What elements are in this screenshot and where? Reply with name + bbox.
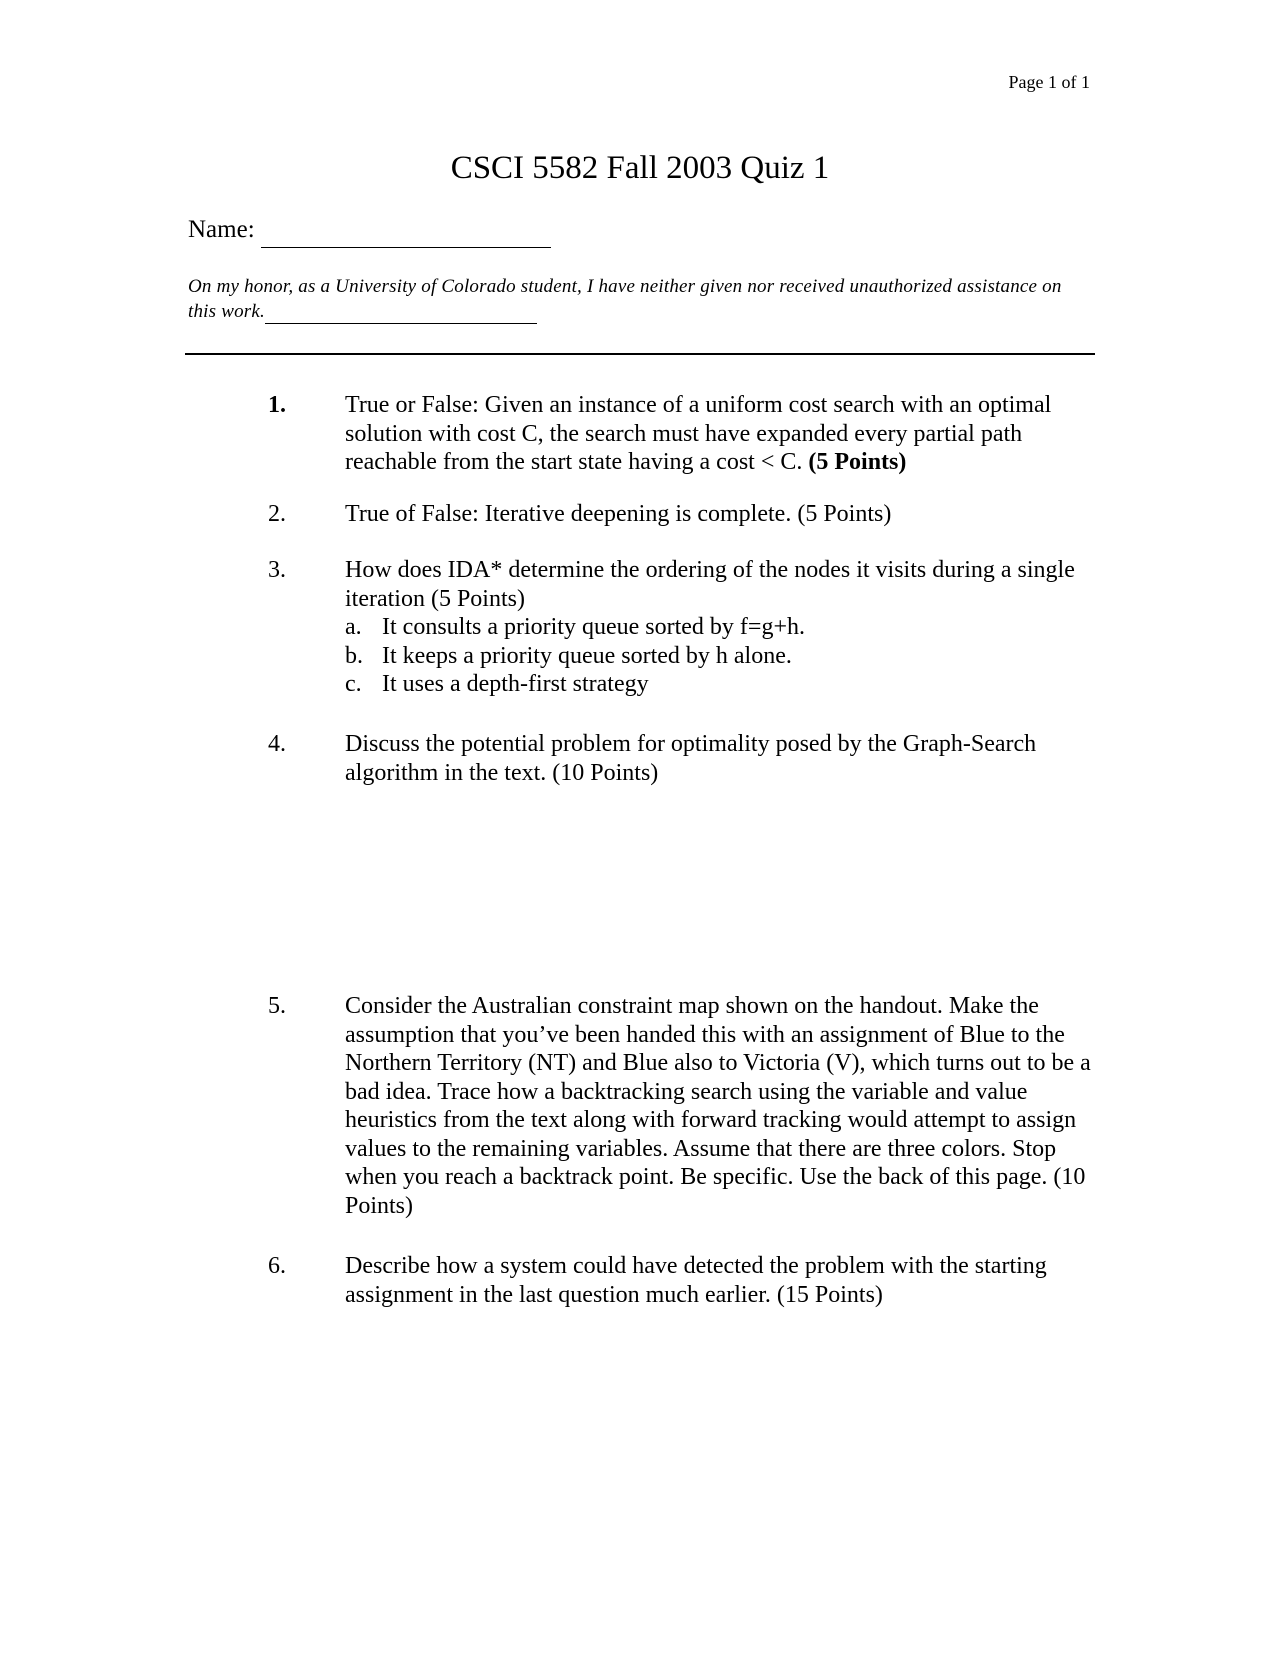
question-text (345, 556, 1095, 699)
answer-option-c (345, 670, 1095, 699)
page-title: CSCI 5582 Fall 2003 Quiz 1 (450, 150, 830, 186)
honor-pledge (188, 275, 1068, 324)
name-blank-line (261, 219, 551, 248)
question-number: 6. (268, 1253, 286, 1279)
page-number: Page 1 of 1 (1008, 72, 1090, 92)
question-number: 1. (268, 392, 286, 418)
question-text: Discuss the potential problem for optimality posed by the Graph-Search algorithm in the text. (10 Points) (345, 731, 1037, 786)
header-divider (185, 353, 1095, 355)
option-text: It consults a priority queue sorted by f=g+h. (382, 614, 805, 640)
question-text (345, 391, 1095, 477)
question-number: 5. (268, 993, 286, 1019)
question-number: 4. (268, 731, 286, 757)
answer-option-b (345, 642, 1095, 671)
option-text: It keeps a priority queue sorted by h alone. (382, 642, 792, 669)
signature-blank-line (265, 299, 537, 324)
name-label: Name: (188, 216, 255, 243)
answer-options (345, 613, 1095, 699)
question-number: 3. (268, 557, 286, 583)
question-body: True or False: Given an instance of a uniform cost search with an optimal solution with cost C, the search must have expanded every partial path reachable from the start state having a cost < C. (345, 392, 1052, 475)
option-letter: c. (345, 671, 362, 697)
question-number: 2. (268, 501, 286, 527)
question-points: (5 Points) (808, 449, 907, 475)
answer-option-a (345, 613, 1095, 642)
question-text: True of False: Iterative deepening is complete. (5 Points) (345, 501, 892, 527)
honor-pledge-text: On my honor, as a University of Colorado student, I have neither given nor received unauthorized assistance on this work. (188, 276, 1062, 322)
option-letter: b. (345, 642, 363, 669)
name-row (188, 216, 551, 248)
question-body: How does IDA* determine the ordering of the nodes it visits during a single iteration (5 Points) (345, 557, 1075, 612)
option-text: It uses a depth-first strategy (382, 671, 649, 697)
question-text: Consider the Australian constraint map shown on the handout. Make the assumption that you’ve been handed this with an assignment of Blue to the Northern Territory (NT) and Blue also to Victoria (V), which turns out to be a bad idea. Trace how a backtracking search using the variable and value heuristics from the text along with forward tracking would attempt to assign values to the remaining variables. Assume that there are three colors. Stop when you reach a backtrack point. Be specific. Use the back of this page. (10 Points) (345, 993, 1091, 1219)
option-letter: a. (345, 614, 362, 640)
question-text: Describe how a system could have detected the problem with the starting assignment in the last question much earlier. (15 Points) (345, 1253, 1047, 1308)
